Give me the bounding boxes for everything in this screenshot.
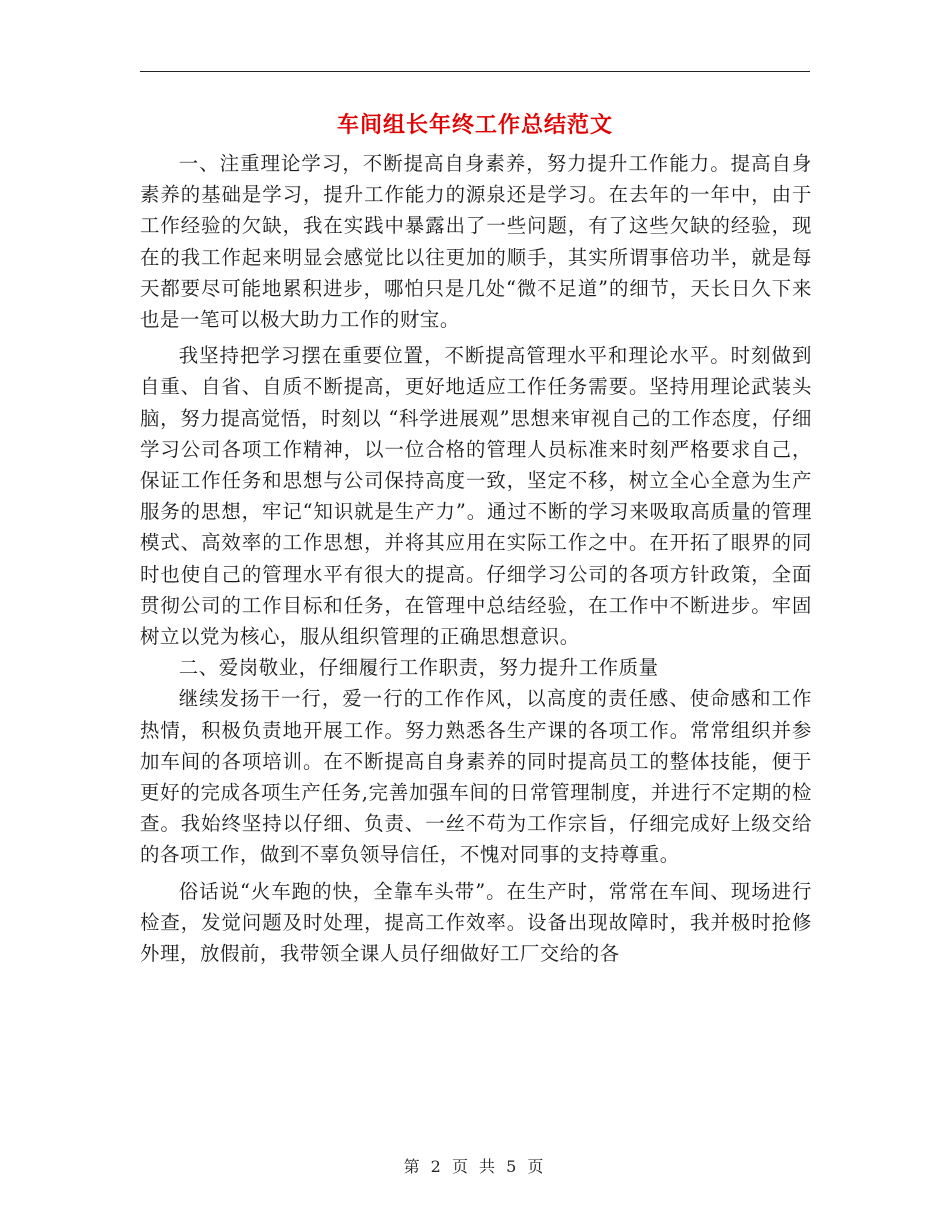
page-number: 第 2 页 共 5 页 [403, 1157, 547, 1176]
paragraph-theory-study: 一、注重理论学习，不断提高自身素养，努力提升工作能力。提高自身素养的基础是学习，提升工作能力的源泉还是学习。在去年的一年中，由于工作经验的欠缺，我在实践中暴露出了一些问题，有了这些欠缺的经验，现在的我工作起来明显会感觉比以往更加的顺手，其实所谓事倍功半，就是每天都要尽可能地累积进步，哪怕只是几处“微不足道”的细节，天长日久下来也是一笔可以极大助力工作的财宝。 [140, 152, 812, 332]
paragraph-learning-priority: 我坚持把学习摆在重要位置，不断提高管理水平和理论水平。时刻做到自重、自省、自质不断提高，更好地适应工作任务需要。坚持用理论武装头脑，努力提高觉悟，时刻以 “科学进展观”思想来审视自己的工作态度，仔细学习公司各项工作精神，以一位合格的管理人员标准来时刻严格要求自己，保证工作任务和思想与公司保持高度一致，坚定不移，树立全心全意为生产服务的思想，牢记“知识就是生产力”。通过不断的学习来吸取高质量的管理模式、高效率的工作思想，并将其应用在实际工作之中。在开拓了眼界的同时也使自己的管理水平有很大的提高。仔细学习公司的各项方针政策，全面贯彻公司的工作目标和任务，在管理中总结经验，在工作中不断进步。牢固树立以党为核心，服从组织管理的正确思想意识。 [140, 344, 812, 649]
paragraph-proverb: 俗话说“火车跑的快，全靠车头带”。在生产时，常常在车间、现场进行检查，发觉问题及时处理，提高工作效率。设备出现故障时，我并极时抢修外理，放假前，我带领全课人员仔细做好工厂交给的各 [140, 879, 812, 966]
document-title: 车间组长年终工作总结范文 [336, 112, 613, 138]
header-rule [140, 71, 810, 72]
section-heading-dedication: 二、爱岗敬业，仔细履行工作职责，努力提升工作质量 [178, 656, 659, 680]
paragraph-work-style: 继续发扬干一行，爱一行的工作作风，以高度的责任感、使命感和工作热情，积极负责地开展工作。努力熟悉各生产课的各项工作。常常组织并参加车间的各项培训。在不断提高自身素养的同时提高员工的整体技能，便于更好的完成各项生产任务,完善加强车间的日常管理制度，并进行不定期的检查。我始终坚持以仔细、负责、一丝不苟为工作宗旨，仔细完成好上级交给的各项工作，做到不辜负领导信任，不愧对同事的支持尊重。 [140, 687, 812, 867]
document-body [140, 148, 812, 969]
